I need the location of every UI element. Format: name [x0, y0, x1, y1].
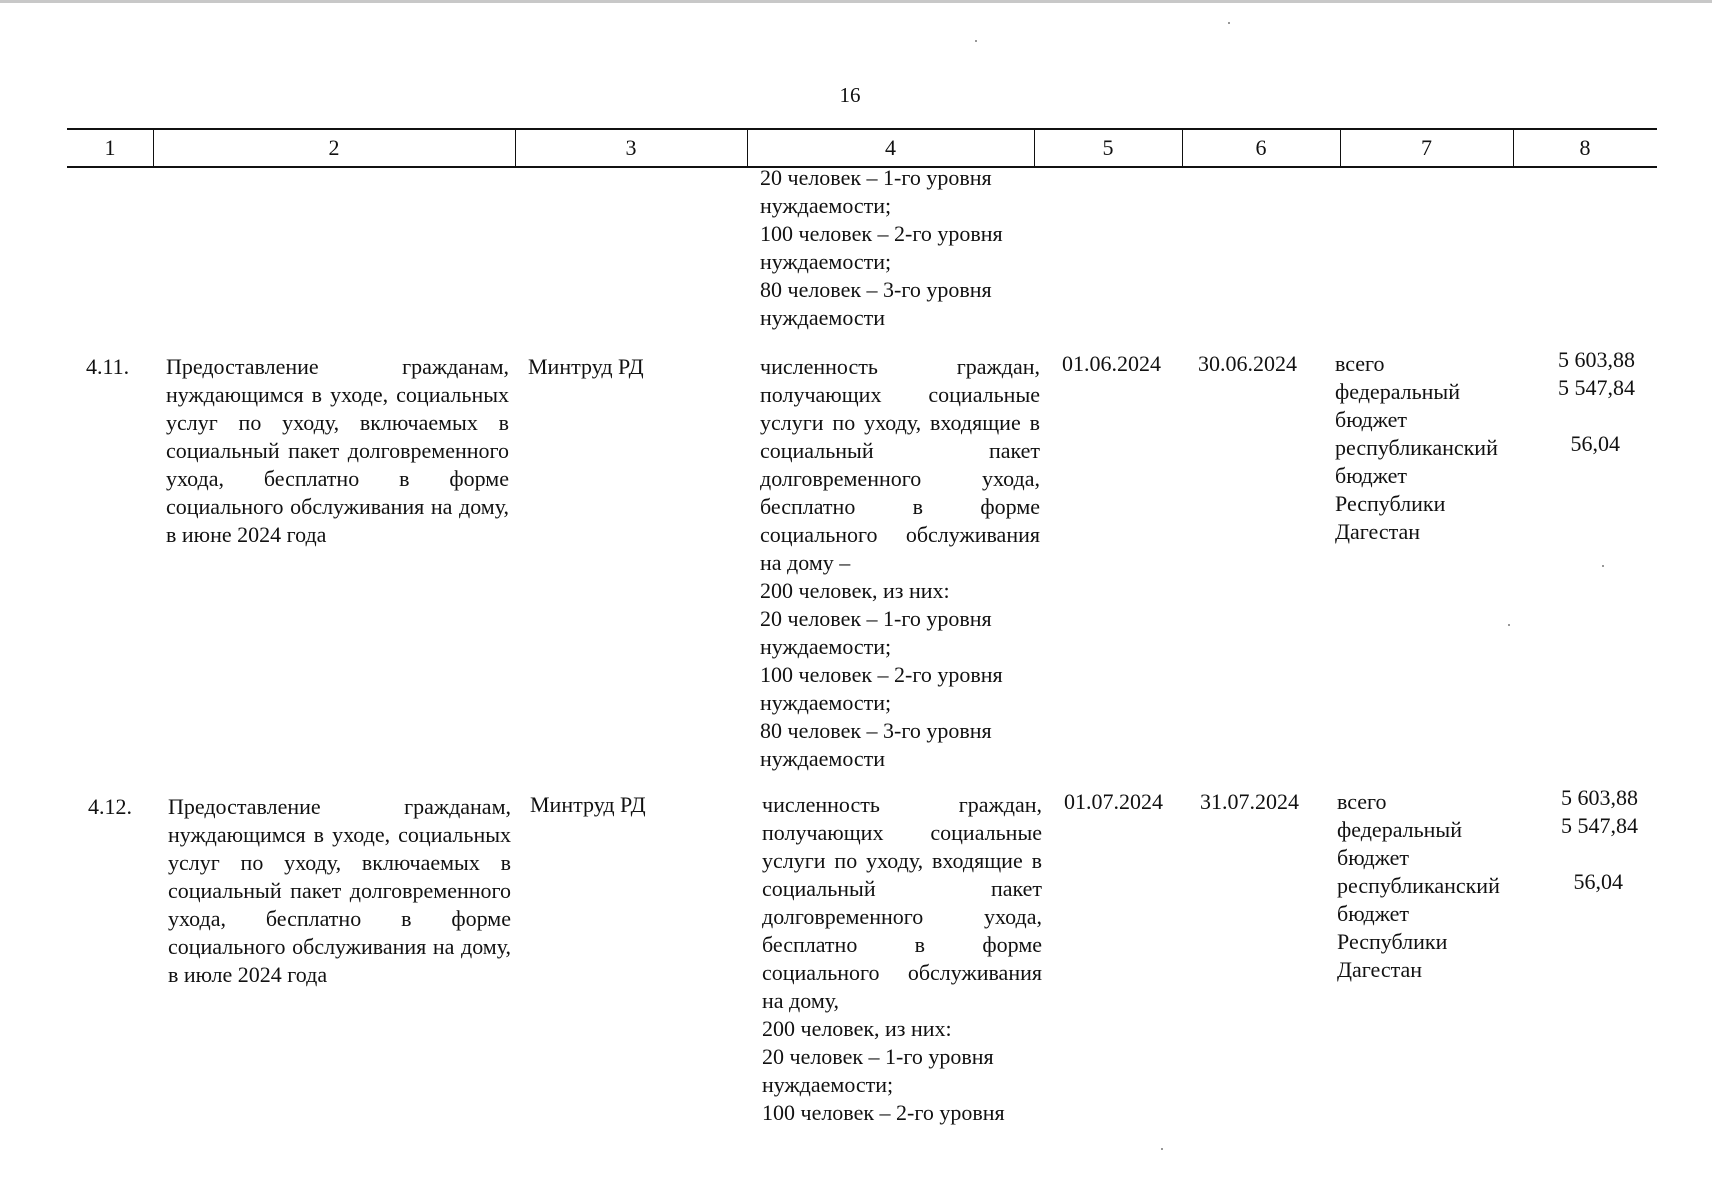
indicator-line: 200 человек, из них: [760, 578, 950, 603]
scan-speck [1228, 22, 1230, 24]
funding-source: республиканский бюджет Республики Дагестан [1335, 435, 1498, 544]
funding-source: всего [1335, 351, 1385, 376]
column-header: 8 [1579, 135, 1591, 160]
column-header: 4 [885, 135, 896, 160]
amount: 5 547,84 [1558, 375, 1635, 400]
indicator-line: 100 человек – 2-го уровня [762, 1100, 1005, 1125]
scan-speck [975, 40, 977, 42]
end-date: 31.07.2024 [1200, 789, 1299, 814]
row-number: 4.11. [86, 354, 130, 379]
indicator-line: 200 человек, из них: [762, 1016, 952, 1041]
indicator-line: 80 человек – 3-го уровня нуждаемости [760, 277, 992, 330]
indicator-line: 20 человек – 1-го уровня нуждаемости; [760, 606, 992, 659]
column-header: 7 [1421, 135, 1432, 160]
funding-source: федеральный бюджет [1337, 817, 1462, 870]
event-description: Предоставление гражданам, нуждающимся в уходе, социальных услуг по уходу, включаемых в социальный пакет долговременного ухода, бесплатно в форме социального обслуживания на дому, в июне 2024 года [166, 354, 509, 547]
funding-source: республиканский бюджет Республики Дагестан [1337, 873, 1500, 982]
indicator-line: 100 человек – 2-го уровня нуждаемости; [760, 221, 1003, 274]
funding-source: федеральный бюджет [1335, 379, 1460, 432]
row-number: 4.12. [88, 794, 132, 819]
indicator-line: 100 человек – 2-го уровня нуждаемости; [760, 662, 1003, 715]
start-date: 01.07.2024 [1064, 789, 1163, 814]
indicator-line: 80 человек – 3-го уровня нуждаемости [760, 718, 992, 771]
indicator-line: 20 человек – 1-го уровня нуждаемости; [762, 1044, 994, 1097]
column-header: 1 [104, 135, 116, 160]
start-date: 01.06.2024 [1062, 351, 1161, 376]
scan-speck [1602, 565, 1604, 567]
scan-speck [1161, 1148, 1163, 1150]
column-header: 2 [328, 135, 340, 160]
indicator-text: численность граждан, получающих социальные услуги по уходу, входящие в социальный пакет долговременного ухода, бесплатно в форме социального обслуживания на дому, [762, 792, 1042, 1013]
executor: Минтруд РД [530, 792, 646, 817]
column-header: 3 [625, 135, 637, 160]
amount: 5 603,88 [1558, 347, 1635, 372]
column-header: 6 [1255, 135, 1267, 160]
column-header: 5 [1102, 135, 1114, 160]
indicator-text: численность граждан, получающих социальные услуги по уходу, входящие в социальный пакет долговременного ухода, бесплатно в форме социального обслуживания на дому – [760, 354, 1040, 575]
scan-edge [0, 0, 1712, 3]
amount: 5 603,88 [1561, 785, 1638, 810]
executor: Минтруд РД [528, 354, 644, 379]
amount: 56,04 [1573, 869, 1623, 894]
page-number: 16 [839, 83, 861, 107]
end-date: 30.06.2024 [1198, 351, 1297, 376]
indicator-line: 20 человек – 1-го уровня нуждаемости; [760, 165, 992, 218]
amount: 56,04 [1570, 431, 1620, 456]
column-header-row [67, 128, 1657, 168]
scan-speck [1508, 624, 1510, 626]
funding-source: всего [1337, 789, 1387, 814]
event-description: Предоставление гражданам, нуждающимся в уходе, социальных услуг по уходу, включаемых в социальный пакет долговременного ухода, бесплатно в форме социального обслуживания на дому, в июле 2024 года [168, 794, 511, 987]
amount: 5 547,84 [1561, 813, 1638, 838]
